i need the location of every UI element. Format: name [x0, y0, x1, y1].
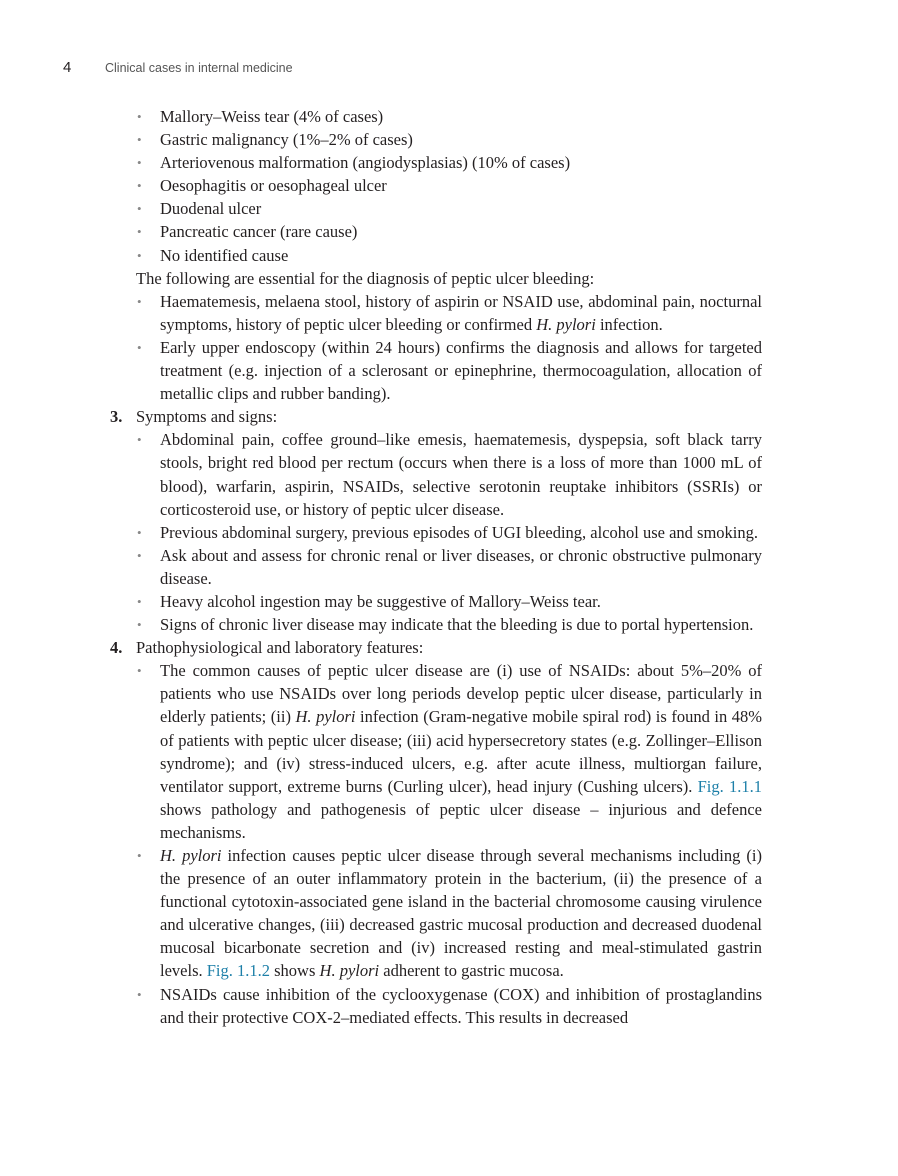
bullet-icon: •: [137, 224, 142, 240]
page-header: [63, 59, 293, 79]
list-item: • Signs of chronic liver disease may indicate that the bleeding is due to portal hypertension.: [110, 613, 762, 636]
bullet-icon: •: [137, 593, 142, 609]
section-heading: 3. Symptoms and signs:: [110, 407, 278, 427]
list-item: • Haematemesis, melaena stool, history of aspirin or NSAID use, abdominal pain, nocturnal symptoms, history of peptic ulcer bleeding or confirmed H. pylori infection.: [137, 291, 762, 334]
bullet-icon: •: [137, 339, 142, 355]
page-number: 4: [63, 59, 72, 76]
bullet-icon: •: [137, 663, 142, 679]
page-body: [110, 105, 762, 1029]
bullet-icon: •: [137, 247, 142, 263]
list-item: • Mallory–Weiss tear (4% of cases): [110, 105, 762, 128]
list-item: • Oesophagitis or oesophageal ulcer: [110, 174, 762, 197]
bullet-icon: •: [137, 201, 142, 217]
bullet-icon: •: [137, 109, 142, 124]
list-item: • NSAIDs cause inhibition of the cyclooxygenase (COX) and inhibition of prostaglandins and their protective COX-2–mediated effects. This results in decreased: [137, 984, 762, 1027]
list-item: • Arteriovenous malformation (angiodysplasias) (10% of cases): [110, 151, 762, 174]
list-item: • Pancreatic cancer (rare cause): [110, 220, 762, 243]
list-item: • Early upper endoscopy (within 24 hours) confirms the diagnosis and allows for targeted treatment (e.g. injection of a sclerosant or epinephrine, thermocoagulation, allocation of metallic clips and rubber banding).: [137, 337, 762, 404]
bullet-icon: •: [137, 848, 142, 863]
bullet-icon: •: [137, 617, 142, 633]
list-item: • Ask about and assess for chronic renal or liver diseases, or chronic obstructive pulmonary disease.: [137, 545, 762, 588]
bullet-icon: •: [137, 293, 142, 309]
figure-link[interactable]: Fig. 1.1.2: [206, 961, 271, 981]
list-item: • Duodenal ulcer: [110, 197, 762, 220]
list-item: • H. pylori infection causes peptic ulcer disease through several mechanisms including (i) the presence of an outer inflammatory protein in the bacterium, (ii) the presence of a functional cytotoxin-associated gene island in the bacterial chromosome causing virulence and ulcerative changes, (iii) decreased gastric mucosal production and decreased duodenal mucosal bicarbonate secretion and (iv) increased resting and meal-stimulated gastrin levels. Fig. 1.1.2 shows H. pylori adherent to gastric mucosa.: [137, 846, 762, 981]
list-item: • Gastric malignancy (1%–2% of cases): [110, 128, 762, 151]
list-item: • Abdominal pain, coffee ground–like emesis, haematemesis, dyspepsia, soft black tarry stools, bright red blood per rectum (occurs when there is a loss of more than 1000 mL of blood), warfarin, aspirin, NSAIDs, selective serotonin reuptake inhibitors (SSRIs) or corticosteroid use, or history of peptic ulcer disease.: [137, 430, 762, 519]
running-title: Clinical cases in internal medicine: [105, 61, 293, 75]
figure-link[interactable]: Fig. 1.1.1: [697, 776, 762, 796]
list-item: • No identified cause: [110, 244, 762, 267]
bullet-icon: •: [137, 986, 142, 1002]
section-heading: 4. Pathophysiological and laboratory features:: [110, 638, 424, 658]
essential-intro: The following are essential for the diagnosis of peptic ulcer bleeding:: [136, 268, 595, 288]
bullet-icon: •: [137, 178, 142, 194]
bullet-icon: •: [137, 155, 142, 171]
list-item: • Heavy alcohol ingestion may be suggestive of Mallory–Weiss tear.: [110, 590, 762, 613]
list-item: • Previous abdominal surgery, previous episodes of UGI bleeding, alcohol use and smoking.: [110, 521, 762, 544]
list-item: • The common causes of peptic ulcer disease are (i) use of NSAIDs: about 5%–20% of patients who use NSAIDs over long periods develop peptic ulcer disease, particularly in elderly patients; (ii) H. pylori infection (Gram-negative mobile spiral rod) is found in 48% of patients with peptic ulcer disease; (iii) acid hypersecretory states (e.g. Zollinger–Ellison syndrome); and (iv) stress-induced ulcers, e.g. after acute illness, multiorgan failure, ventilator support, extreme burns (Curling ulcer), head injury (Cushing ulcers). Fig. 1.1.1 shows pathology and pathogenesis of peptic ulcer disease – injurious and defence mechanisms.: [137, 661, 762, 842]
bullet-icon: •: [137, 524, 142, 540]
bullet-icon: •: [137, 432, 142, 448]
bullet-icon: •: [137, 132, 142, 148]
bullet-icon: •: [137, 547, 142, 563]
